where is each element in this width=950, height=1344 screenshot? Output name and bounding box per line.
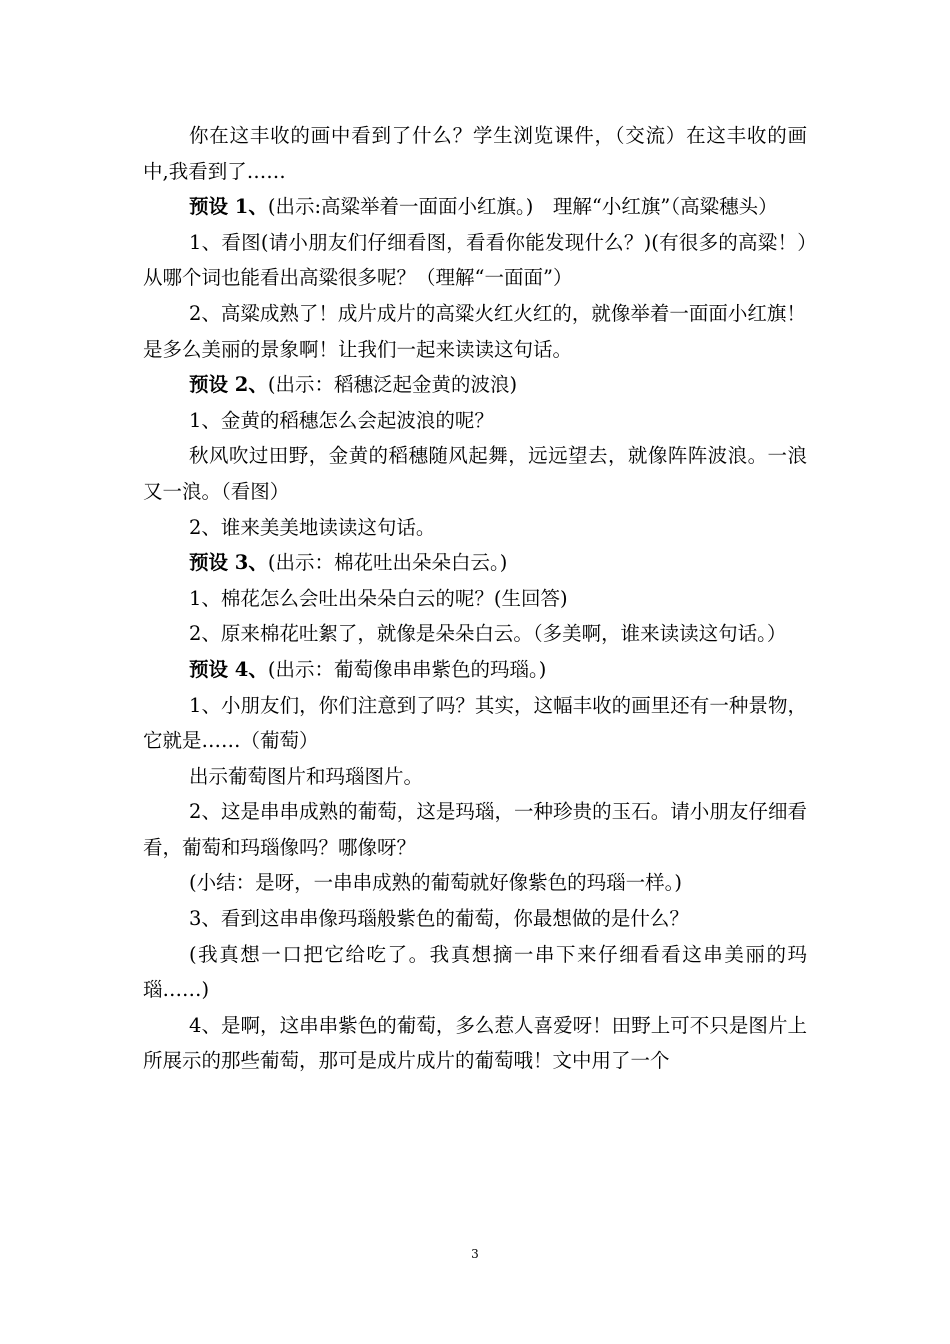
paragraph-text: 1、棉花怎么会吐出朵朵白云的呢？(生回答) xyxy=(189,586,568,610)
paragraph-text: 是多么美丽的景象啊！让我们一起来读读这句话。 xyxy=(143,337,573,361)
paragraph-4 xyxy=(143,296,807,332)
paragraph-8 xyxy=(143,438,807,509)
paragraph-13 xyxy=(143,652,807,688)
paragraph-text: 1、看图(请小朋友们仔细看图，看看你能发现什么？)(有很多的高粱！）从哪个词也能看出高粱很多呢？（理解“一面面”） xyxy=(143,230,807,290)
paragraph-6 xyxy=(143,367,807,403)
paragraph-text: (出示:高粱举着一面面小红旗。) 理解“小红旗”（高粱穗头） xyxy=(267,195,778,219)
paragraph-text: 2、这是串串成熟的葡萄，这是玛瑙，一种珍贵的玉石。请小朋友仔细看看，葡萄和玛瑙像吗？哪像呀？ xyxy=(143,800,807,859)
paragraph-15 xyxy=(143,759,807,795)
paragraph-14 xyxy=(143,688,807,759)
paragraph-16 xyxy=(143,794,807,865)
page-number: 3 xyxy=(471,1247,479,1261)
paragraph-text: (我真想一口把它给吃了。我真想摘一串下来仔细看看这串美丽的玛瑙……) xyxy=(143,942,807,1002)
paragraph-lead: 预设 2、 xyxy=(189,373,268,397)
paragraph-text: 1、小朋友们，你们注意到了吗？其实，这幅丰收的画里还有一种景物，它就是……（葡萄） xyxy=(143,693,807,753)
paragraph-lead: 预设 1、 xyxy=(189,195,268,219)
paragraph-text: 你在这丰收的画中看到了什么？学生浏览课件，（交流）在这丰收的画中,我看到了…… xyxy=(143,124,807,183)
paragraph-text: 1、金黄的稻穗怎么会起波浪的呢？ xyxy=(189,408,494,432)
paragraph-text: (出示：棉花吐出朵朵白云。) xyxy=(267,551,508,575)
paragraph-20 xyxy=(143,1008,807,1079)
paragraph-text: 秋风吹过田野，金黄的稻穗随风起舞，远远望去，就像阵阵波浪。一浪又一浪。（看图） xyxy=(143,444,807,503)
paragraph-lead: 预设 3、 xyxy=(189,551,268,575)
paragraph-text: (出示：葡萄像串串紫色的玛瑙。) xyxy=(267,657,547,681)
paragraph-text: 2、谁来美美地读读这句话。 xyxy=(189,515,436,539)
paragraph-9 xyxy=(143,510,807,546)
paragraph-19 xyxy=(143,937,807,1008)
paragraph-2 xyxy=(143,189,807,225)
paragraph-5 xyxy=(143,332,807,368)
paragraph-1 xyxy=(143,118,807,189)
paragraph-text: (出示：稻穗泛起金黄的波浪) xyxy=(267,373,518,397)
paragraph-12 xyxy=(143,616,807,652)
paragraph-lead: 预设 4、 xyxy=(189,657,268,681)
paragraph-18 xyxy=(143,901,807,937)
paragraph-11 xyxy=(143,581,807,617)
paragraph-text: 4、是啊，这串串紫色的葡萄，多么惹人喜爱呀！田野上可不只是图片上所展示的那些葡萄，那可是成片成片的葡萄哦！文中用了一个 xyxy=(143,1013,807,1073)
paragraph-text: 2、高粱成熟了！成片成片的高粱火红火红的，就像举着一面面小红旗！ xyxy=(189,301,806,325)
paragraph-text: 2、原来棉花吐絮了，就像是朵朵白云。（多美啊，谁来读读这句话。） xyxy=(189,622,787,646)
paragraph-text: 3、看到这串串像玛瑙般紫色的葡萄，你最想做的是什么？ xyxy=(189,907,689,931)
paragraph-10 xyxy=(143,545,807,581)
paragraph-7 xyxy=(143,403,807,439)
paragraph-3 xyxy=(143,225,807,296)
paragraph-text: (小结：是呀，一串串成熟的葡萄就好像紫色的玛瑙一样。) xyxy=(189,871,682,895)
paragraph-17 xyxy=(143,865,807,901)
document-body xyxy=(143,118,807,1079)
paragraph-text: 出示葡萄图片和玛瑙图片。 xyxy=(189,764,424,788)
